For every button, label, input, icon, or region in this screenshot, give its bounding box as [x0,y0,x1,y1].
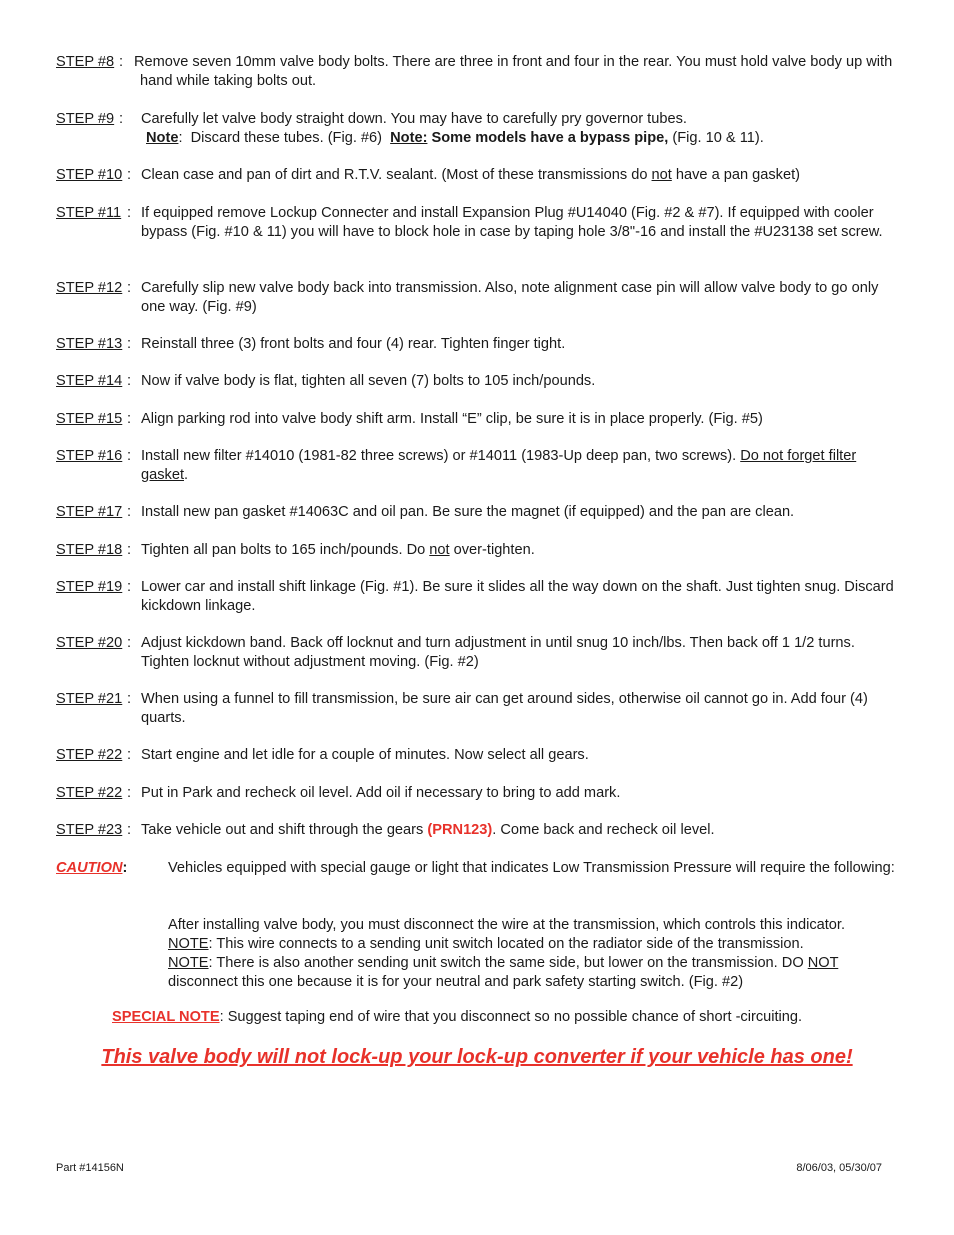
step-text: Put in Park and recheck oil level. Add oil if necessary to bring to add mark. [141,785,621,801]
bypass-note: Note: Some models have a bypass pipe, [390,130,669,146]
step-text: Remove seven 10mm valve body bolts. There are three in front and four in the rear. You must hold valve body up with hand while taking bolts out. [134,54,893,89]
step-text: Lower car and install shift linkage (Fig. #1). Be sure it slides all the way down on the shaft. Just tighten snug. Discard kickdown linkage. [141,579,894,614]
step-label: STEP #15 [56,411,123,427]
step-text: Carefully slip new valve body back into transmission. Also, note alignment case pin will allow valve body to go only one way. (Fig. #9) [141,280,879,315]
step-colon: : [127,822,132,838]
step-label: STEP #22 [56,785,123,801]
step-19 [56,578,896,616]
step-colon: : [127,635,132,651]
step-note-line: Note: Discard these tubes. (Fig. #6) Note: Some models have a bypass pipe, (Fig. 10 & 11). [146,130,764,146]
step-text: When using a funnel to fill transmission, be sure air can get around sides, otherwise oil cannot go in. Add four (4) quarts. [141,691,868,726]
step-21 [56,690,896,728]
step-label: STEP #14 [56,373,123,389]
gear-sequence: (PRN123) [427,822,493,838]
caution-label: CAUTION: [56,860,128,876]
step-colon: : [127,691,132,707]
step-22a [56,746,896,765]
caution-para: After installing valve body, you must disconnect the wire at the transmission, which controls this indicator. [168,917,846,933]
step-label: STEP #16 [56,448,123,464]
step-text: Take vehicle out and shift through the gears (PRN123). Come back and recheck oil level. [141,822,715,838]
step-text: If equipped remove Lockup Connecter and install Expansion Plug #U14040 (Fig. #2 & #7). If equipped with cooler bypass (Fig. #10 & 11) you will have to block hole in case by taping hole 3/8"-16 and install the #U23138 set screw. [141,205,883,240]
step-colon: : [127,785,132,801]
footer-dates: 8/06/03, 05/30/07 [796,1162,882,1174]
step-17 [56,503,896,522]
step-label: STEP #10 [56,167,123,183]
step-label: STEP #19 [56,579,123,595]
step-text: Align parking rod into valve body shift arm. Install “E” clip, be sure it is in place properly. (Fig. #5) [141,411,763,427]
step-text: Start engine and let idle for a couple of minutes. Now select all gears. [141,747,589,763]
step-label: STEP #8 [56,54,115,70]
step-colon: : [127,167,132,183]
step-12 [56,279,896,317]
step-label: STEP #12 [56,280,123,296]
step-colon: : [127,504,132,520]
step-colon: : [127,747,132,763]
step-13 [56,335,896,354]
step-colon: : [127,579,132,595]
note-text: : Discard these tubes. (Fig. #6) [178,130,391,146]
step-label: STEP #21 [56,691,123,707]
step-colon: : [127,448,132,464]
step-20 [56,634,896,672]
step-18 [56,541,896,560]
step-label: STEP #11 [56,205,122,221]
caution-intro: Vehicles equipped with special gauge or light that indicates Low Transmission Pressure will require the following: [168,860,895,876]
step-colon: : [127,542,132,558]
step-text: Install new pan gasket #14063C and oil pan. Be sure the magnet (if equipped) and the pan are clean. [141,504,795,520]
step-colon: : [119,54,124,70]
special-note: SPECIAL NOTE: Suggest taping end of wire that you disconnect so no possible chance of short -circuiting. [112,1009,803,1025]
step-text: Install new filter #14010 (1981-82 three screws) or #14011 (1983-Up deep pan, two screws). Do not forget filter gasket. [141,448,857,483]
step-colon: : [127,411,132,427]
note-label: Note [146,130,179,146]
step-colon: : [119,111,124,127]
warning-banner: This valve body will not lock-up your lock-up converter if your vehicle has one! [101,1046,853,1068]
step-14 [56,372,896,391]
caution-details [168,916,898,992]
step-text: Adjust kickdown band. Back off locknut and turn adjustment in until snug 10 inch/lbs. Then back off 1 1/2 turns. Tighten locknut without adjustment moving. (Fig. #2) [141,635,855,670]
step-label: STEP #9 [56,111,115,127]
step-colon: : [127,280,132,296]
step-label: STEP #22 [56,747,123,763]
step-9 [56,110,896,148]
step-label: STEP #18 [56,542,123,558]
step-10 [56,166,896,185]
step-label: STEP #20 [56,635,123,651]
step-label: STEP #13 [56,336,123,352]
step-text: Reinstall three (3) front bolts and four (4) rear. Tighten finger tight. [141,336,566,352]
step-8 [56,53,896,91]
caution-note-2: NOTE: There is also another sending unit switch the same side, but lower on the transmission. DO NOT disconnect this one because it is for your neutral and park safety starting switch. (Fig. #2) [168,955,839,990]
step-label: STEP #17 [56,504,123,520]
step-16 [56,447,896,485]
step-22b [56,784,896,803]
caution-note-1: NOTE: This wire connects to a sending unit switch located on the radiator side of the transmission. [168,936,804,952]
step-23 [56,821,896,840]
step-text: Tighten all pan bolts to 165 inch/pounds. Do not over-tighten. [141,542,535,558]
step-text: Carefully let valve body straight down. You may have to carefully pry governor tubes. [141,111,687,127]
step-colon: : [127,336,132,352]
step-text: Clean case and pan of dirt and R.T.V. sealant. (Most of these transmissions do not have a pan gasket) [141,167,801,183]
step-11 [56,204,896,242]
footer-part-number: Part #14156N [56,1162,124,1174]
step-colon: : [127,373,132,389]
step-label: STEP #23 [56,822,123,838]
step-15 [56,410,896,429]
step-text: Now if valve body is flat, tighten all seven (7) bolts to 105 inch/pounds. [141,373,596,389]
step-colon: : [127,205,132,221]
